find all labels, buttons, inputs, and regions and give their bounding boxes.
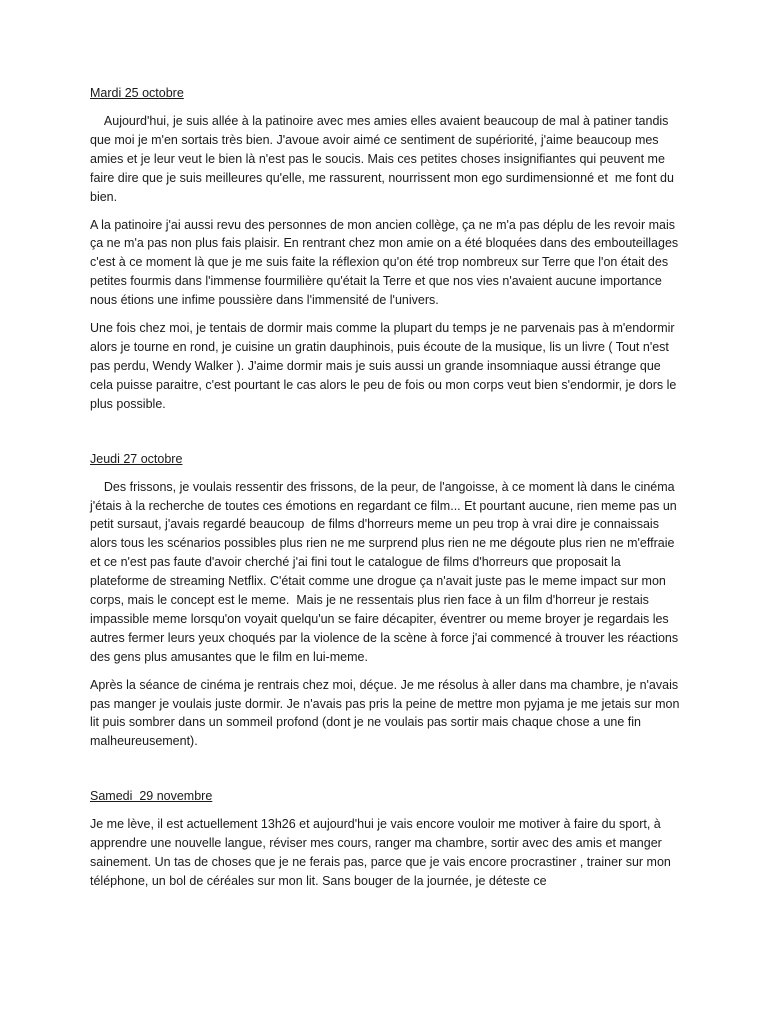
entry-date: Mardi 25 octobre xyxy=(90,86,184,100)
journal-entry-3 xyxy=(90,787,680,891)
entry-paragraph: Aujourd'hui, je suis allée à la patinoire avec mes amies elles avaient beaucoup de mal à patiner tandis que moi je m'en sortais très bien. J'avoue avoir aimé ce sentiment de supériorité, j'aime beaucoup mes amies et je leur veut le bien là n'est pas le soucis. Mais ces petites choses insignifiantes qui peuvent me faire dire que je suis meilleures qu'elle, me rassurent, nourrissent mon ego surdimensionné et me font du bien. xyxy=(90,114,678,204)
entry-paragraph: Une fois chez moi, je tentais de dormir mais comme la plupart du temps je ne parvenais pas à m'endormir alors je tourne en rond, je cuisine un gratin dauphinois, puis écoute de la musique, lis un livre ( Tout n'est pas perdu, Wendy Walker ). J'aime dormir mais je suis aussi un grande insomniaque aussi étrange que cela puisse paraitre, c'est pourtant le cas alors le peu de fois ou mon corps veut bien s'endormir, je dors le plus possible. xyxy=(90,321,677,411)
entry-date: Jeudi 27 octobre xyxy=(90,451,183,466)
entry-paragraph: Je me lève, il est actuellement 13h26 et aujourd'hui je vais encore vouloir me motiver à faire du sport, à apprendre une nouvelle langue, réviser mes cours, ranger ma chambre, sortir avec des amis et manger sainement. Un tas de choses que je ne ferais pas, parce que je vais encore procrastiner , trainer sur mon téléphone, un bol de céréales sur mon lit. Sans bouger de la journée, je déteste ce xyxy=(90,817,671,888)
entry-paragraph: Après la séance de cinéma je rentrais chez moi, déçue. Je me résolus à aller dans ma chambre, je n'avais pas manger je voulais juste dormir. Je n'avais pas pris la peine de mettre mon pyjama je me jetais sur mon lit puis sombrer dans un sommeil profond (dont je ne voulais pas sortir mais chaque chose a une fin malheureusement). xyxy=(90,677,680,749)
entry-date: Samedi 29 novembre xyxy=(90,789,213,804)
entry-paragraph: Des frissons, je voulais ressentir des frissons, de la peur, de l'angoisse, à ce moment là dans le cinéma j'étais à la recherche de toutes ces émotions en regardant ce film... Et pourtant aucune, rien meme pas un petit sursaut, j'avais regardé beaucoup de films d'horreurs meme un peu trop à vrai dire je connaissais alors tous les scénarios possibles plus rien ne me surprend plus rien ne me dégoute plus rien ne m'effraie et ce n'est pas faute d'avoir cherché j'ai fini tout le catalogue de films d'horreurs que proposait la plateforme de streaming Netflix. C'était comme une drogue ça n'avait juste pas le meme impact sur mon corps, mais le concept est le meme. Mais je ne ressentais plus rien face à un film d'horreur je restais impassible meme lorsqu'on voyait quelqu'un se faire décapiter, éventrer ou meme broyer je regardais les autres fermer leurs yeux choqués par la violence de la scène à force j'ai commencé à trouver les réactions des gens plus amusantes que le film en lui-meme. xyxy=(90,479,682,664)
journal-entry-2 xyxy=(90,450,680,752)
entry-paragraph: A la patinoire j'ai aussi revu des personnes de mon ancien collège, ça ne m'a pas déplu de les revoir mais ça ne m'a pas non plus fais plaisir. En rentrant chez mon amie on a été bloquées dans des embouteillages c'est à ce moment là que je me suis faite la réflexion qu'on été trop nombreux sur Terre que l'on était des petites fourmis dans l'immense fourmilière qu'était la Terre et que nos vies n'avaient aucune importance nous étions une infime poussière dans l'immensité de l'univers. xyxy=(90,217,679,308)
journal-entry-1 xyxy=(90,84,680,414)
